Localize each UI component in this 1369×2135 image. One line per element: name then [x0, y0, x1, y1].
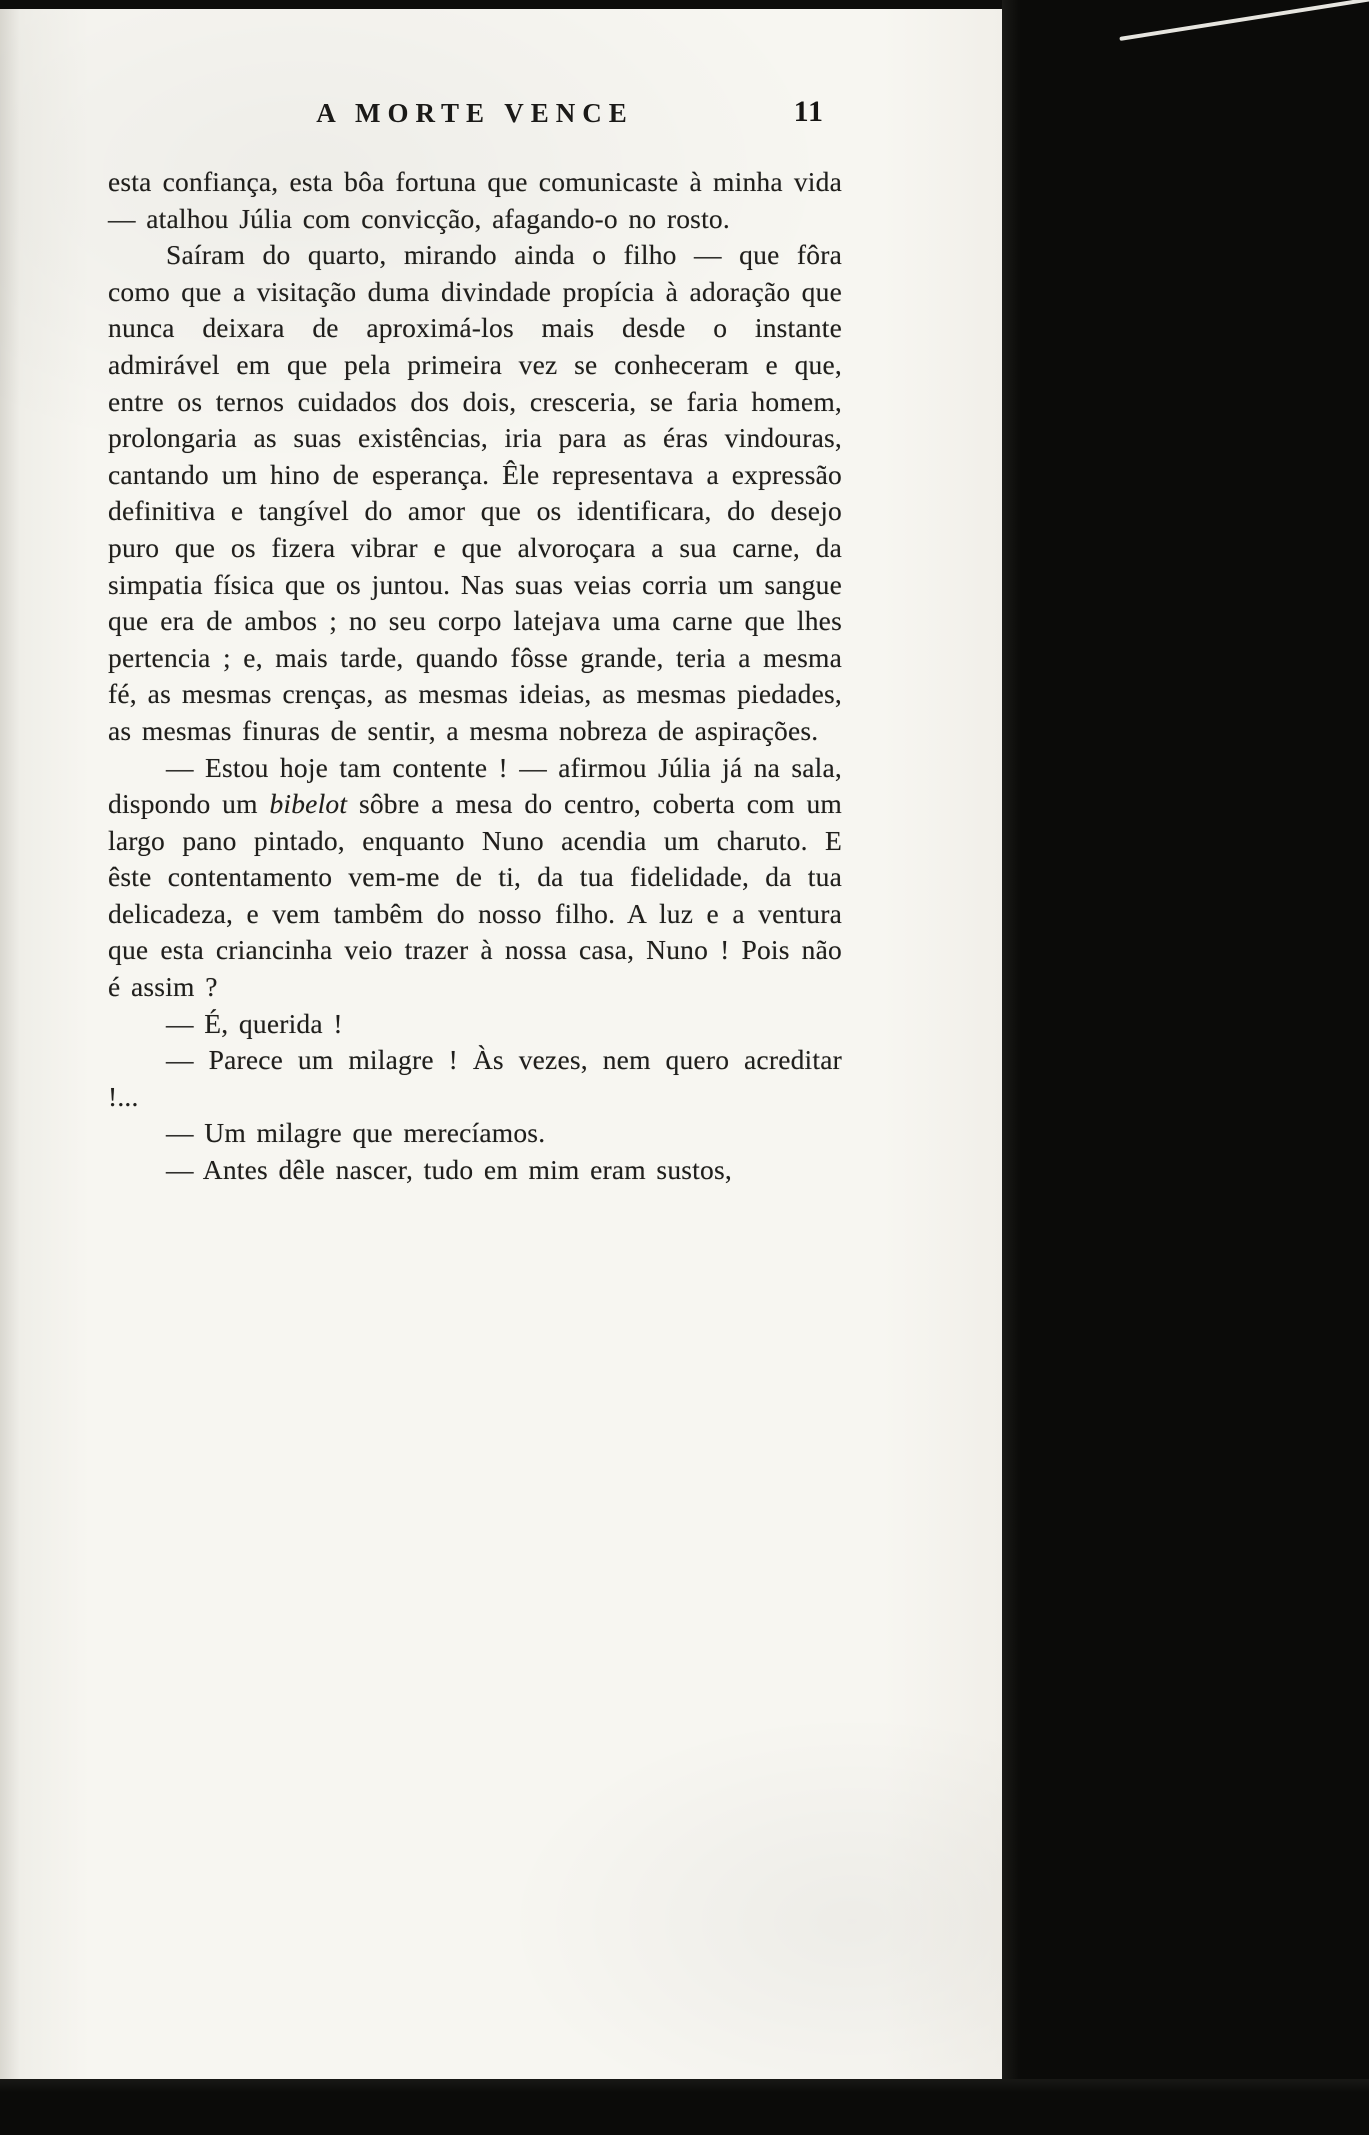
page-header: [108, 95, 842, 136]
text-run: sôbre a mesa do centro, coberta com um largo pano pintado, enquanto Nuno acendia um charuto. E êste contentamento vem-me de ti, da tua fidelidade, da tua delicadeza, e vem tambêm do nosso filho. A luz e a ventura que esta criancinha veio trazer à nossa casa, Nuno ! Pois não é assim ?: [108, 788, 842, 1003]
text-run: esta confiança, esta bôa fortuna que comunicaste à minha vida — atalhou Júlia com convicção, afagando-o no rosto.: [108, 166, 842, 234]
paragraph: [108, 1006, 842, 1043]
scan-edge-right: [1002, 0, 1369, 2135]
paragraph: [108, 1042, 842, 1115]
paragraph: [108, 164, 842, 237]
paragraph: [108, 1115, 842, 1152]
paragraph: [108, 1152, 842, 1189]
paragraph: [108, 237, 842, 749]
scan-edge-bottom: [0, 2079, 1369, 2135]
text-run: — Estou hoje tam contente ! — afirmou Júlia já na sala, dispondo um: [108, 751, 842, 820]
italic-word: bibelot: [269, 788, 348, 820]
text-run: — Parece um milagre ! Às vezes, nem quero acreditar !...: [108, 1044, 842, 1112]
text-column: [108, 0, 842, 1189]
page-body: [108, 164, 842, 1189]
page-number: 11: [793, 95, 824, 128]
text-run: — Antes dêle nascer, tudo em mim eram sustos,: [166, 1154, 732, 1186]
running-header-title: A MORTE VENCE: [316, 98, 634, 128]
paragraph: [108, 750, 842, 1006]
text-run: — É, querida !: [166, 1007, 343, 1039]
text-run: — Um milagre que merecíamos.: [166, 1117, 546, 1149]
text-run: Saíram do quarto, mirando ainda o filho — que fôra como que a visitação duma divindade propícia à adoração que nunca deixara de aproximá-los mais desde o instante admirável em que pela primeira vez se conheceram e que, entre os ternos cuidados dos dois, cresceria, se faria homem, prolongaria as suas existências, iria para as éras vindouras, cantando um hino de esperança. Êle representava a expressão definitiva e tangível do amor que os identificara, do desejo puro que os fizera vibrar e que alvoroçara a sua carne, da simpatia física que os juntou. Nas suas veias corria um sangue que era de ambos ; no seu corpo latejava uma carne que lhes pertencia ; e, mais tarde, quando fôsse grande, teria a mesma fé, as mesmas crenças, as mesmas ideias, as mesmas piedades, as mesmas finuras de sentir, a mesma nobreza de aspirações.: [108, 239, 842, 746]
